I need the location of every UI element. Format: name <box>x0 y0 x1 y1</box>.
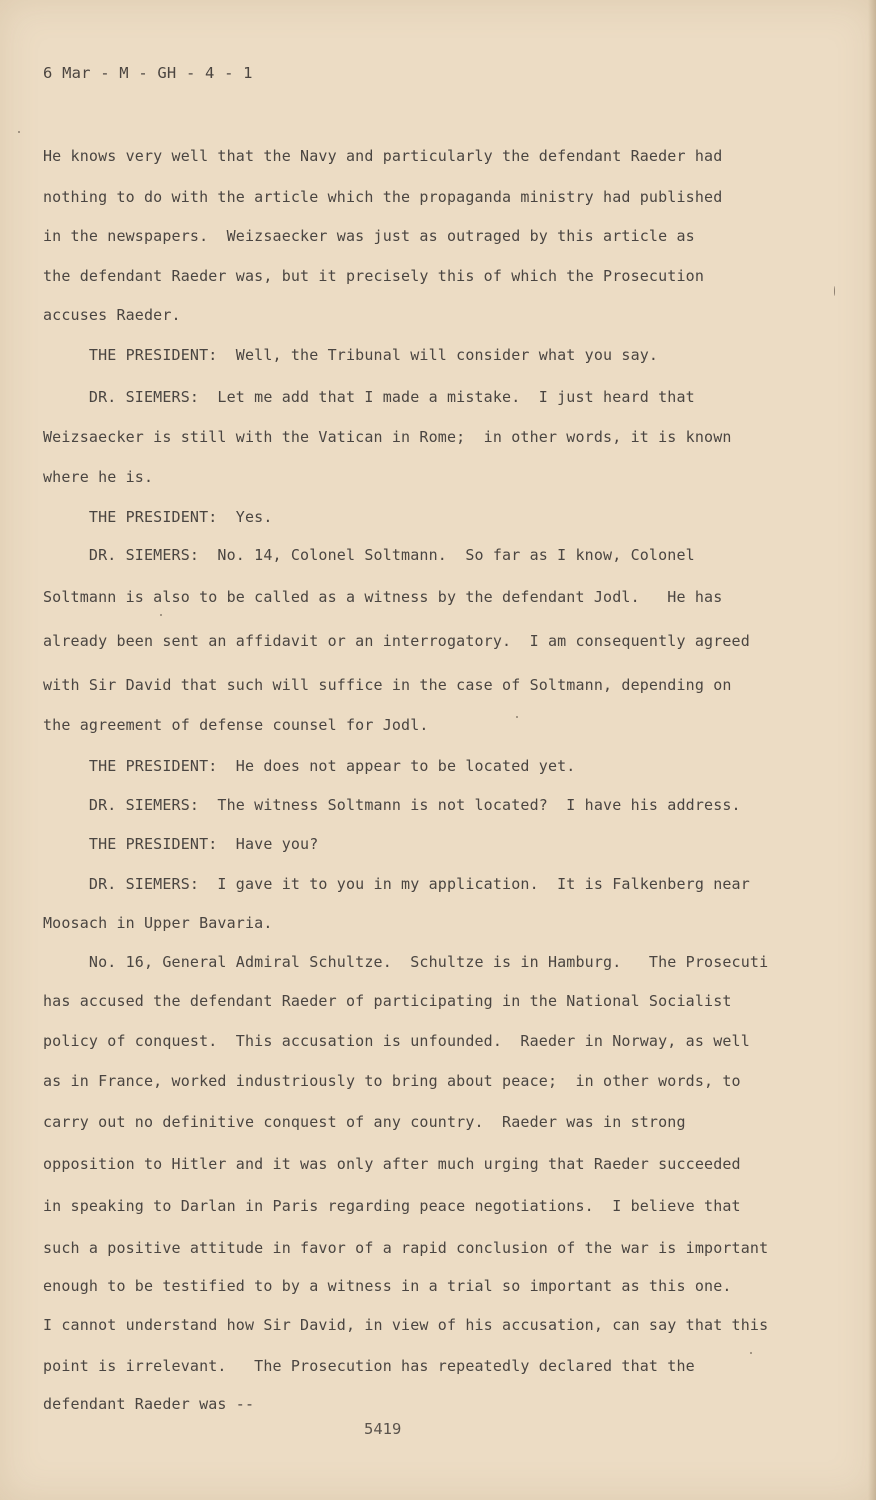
text-line: DR. SIEMERS: Let me add that I made a mistake. I just heard that <box>43 388 695 406</box>
text-line: THE PRESIDENT: Well, the Tribunal will consider what you say. <box>43 346 659 364</box>
text-line: already been sent an affidavit or an interrogatory. I am consequently agreed <box>43 632 750 650</box>
text-line: the defendant Raeder was, but it precisely this of which the Prosecution <box>43 267 705 285</box>
text-line: nothing to do with the article which the propaganda ministry had published <box>43 188 723 206</box>
text-line: defendant Raeder was -- <box>43 1395 255 1413</box>
text-line: where he is. <box>43 468 154 486</box>
paper-mark <box>834 286 835 296</box>
text-line: carry out no definitive conquest of any country. Raeder was in strong <box>43 1113 686 1131</box>
text-line: as in France, worked industriously to bring about peace; in other words, to <box>43 1072 741 1090</box>
text-line: accuses Raeder. <box>43 306 181 324</box>
paper-speck <box>516 716 518 718</box>
text-line: the agreement of defense counsel for Jodl. <box>43 716 429 734</box>
text-line: has accused the defendant Raeder of participating in the National Socialist <box>43 992 732 1010</box>
page-edge-shadow <box>868 0 876 1500</box>
text-line: Weizsaecker is still with the Vatican in Rome; in other words, it is known <box>43 428 732 446</box>
text-line: Soltmann is also to be called as a witness by the defendant Jodl. He has <box>43 588 723 606</box>
text-line: such a positive attitude in favor of a rapid conclusion of the war is important <box>43 1239 769 1257</box>
text-line: I cannot understand how Sir David, in view of his accusation, can say that this <box>43 1316 769 1334</box>
text-line: THE PRESIDENT: He does not appear to be located yet. <box>43 757 576 775</box>
text-line: in the newspapers. Weizsaecker was just as outraged by this article as <box>43 227 695 245</box>
text-line: point is irrelevant. The Prosecution has repeatedly declared that the <box>43 1357 695 1375</box>
paper-speck <box>160 614 162 616</box>
text-line: THE PRESIDENT: Have you? <box>43 835 319 853</box>
text-line: THE PRESIDENT: Yes. <box>43 508 273 526</box>
page-header-reference: 6 Mar - M - GH - 4 - 1 <box>43 64 253 82</box>
text-line: No. 16, General Admiral Schultze. Schultze is in Hamburg. The Prosecuti <box>43 953 769 971</box>
text-line: He knows very well that the Navy and particularly the defendant Raeder had <box>43 147 723 165</box>
text-line: Moosach in Upper Bavaria. <box>43 914 273 932</box>
text-line: in speaking to Darlan in Paris regarding peace negotiations. I believe that <box>43 1197 741 1215</box>
text-line: DR. SIEMERS: I gave it to you in my application. It is Falkenberg near <box>43 875 750 893</box>
text-line: policy of conquest. This accusation is unfounded. Raeder in Norway, as well <box>43 1032 750 1050</box>
text-line: DR. SIEMERS: The witness Soltmann is not located? I have his address. <box>43 796 741 814</box>
text-line: opposition to Hitler and it was only after much urging that Raeder succeeded <box>43 1155 741 1173</box>
text-line: with Sir David that such will suffice in the case of Soltmann, depending on <box>43 676 732 694</box>
page-number: 5419 <box>364 1420 402 1438</box>
text-line: enough to be testified to by a witness in a trial so important as this one. <box>43 1277 732 1295</box>
paper-speck <box>750 1352 752 1354</box>
paper-speck <box>18 131 20 133</box>
text-line: DR. SIEMERS: No. 14, Colonel Soltmann. So far as I know, Colonel <box>43 546 695 564</box>
